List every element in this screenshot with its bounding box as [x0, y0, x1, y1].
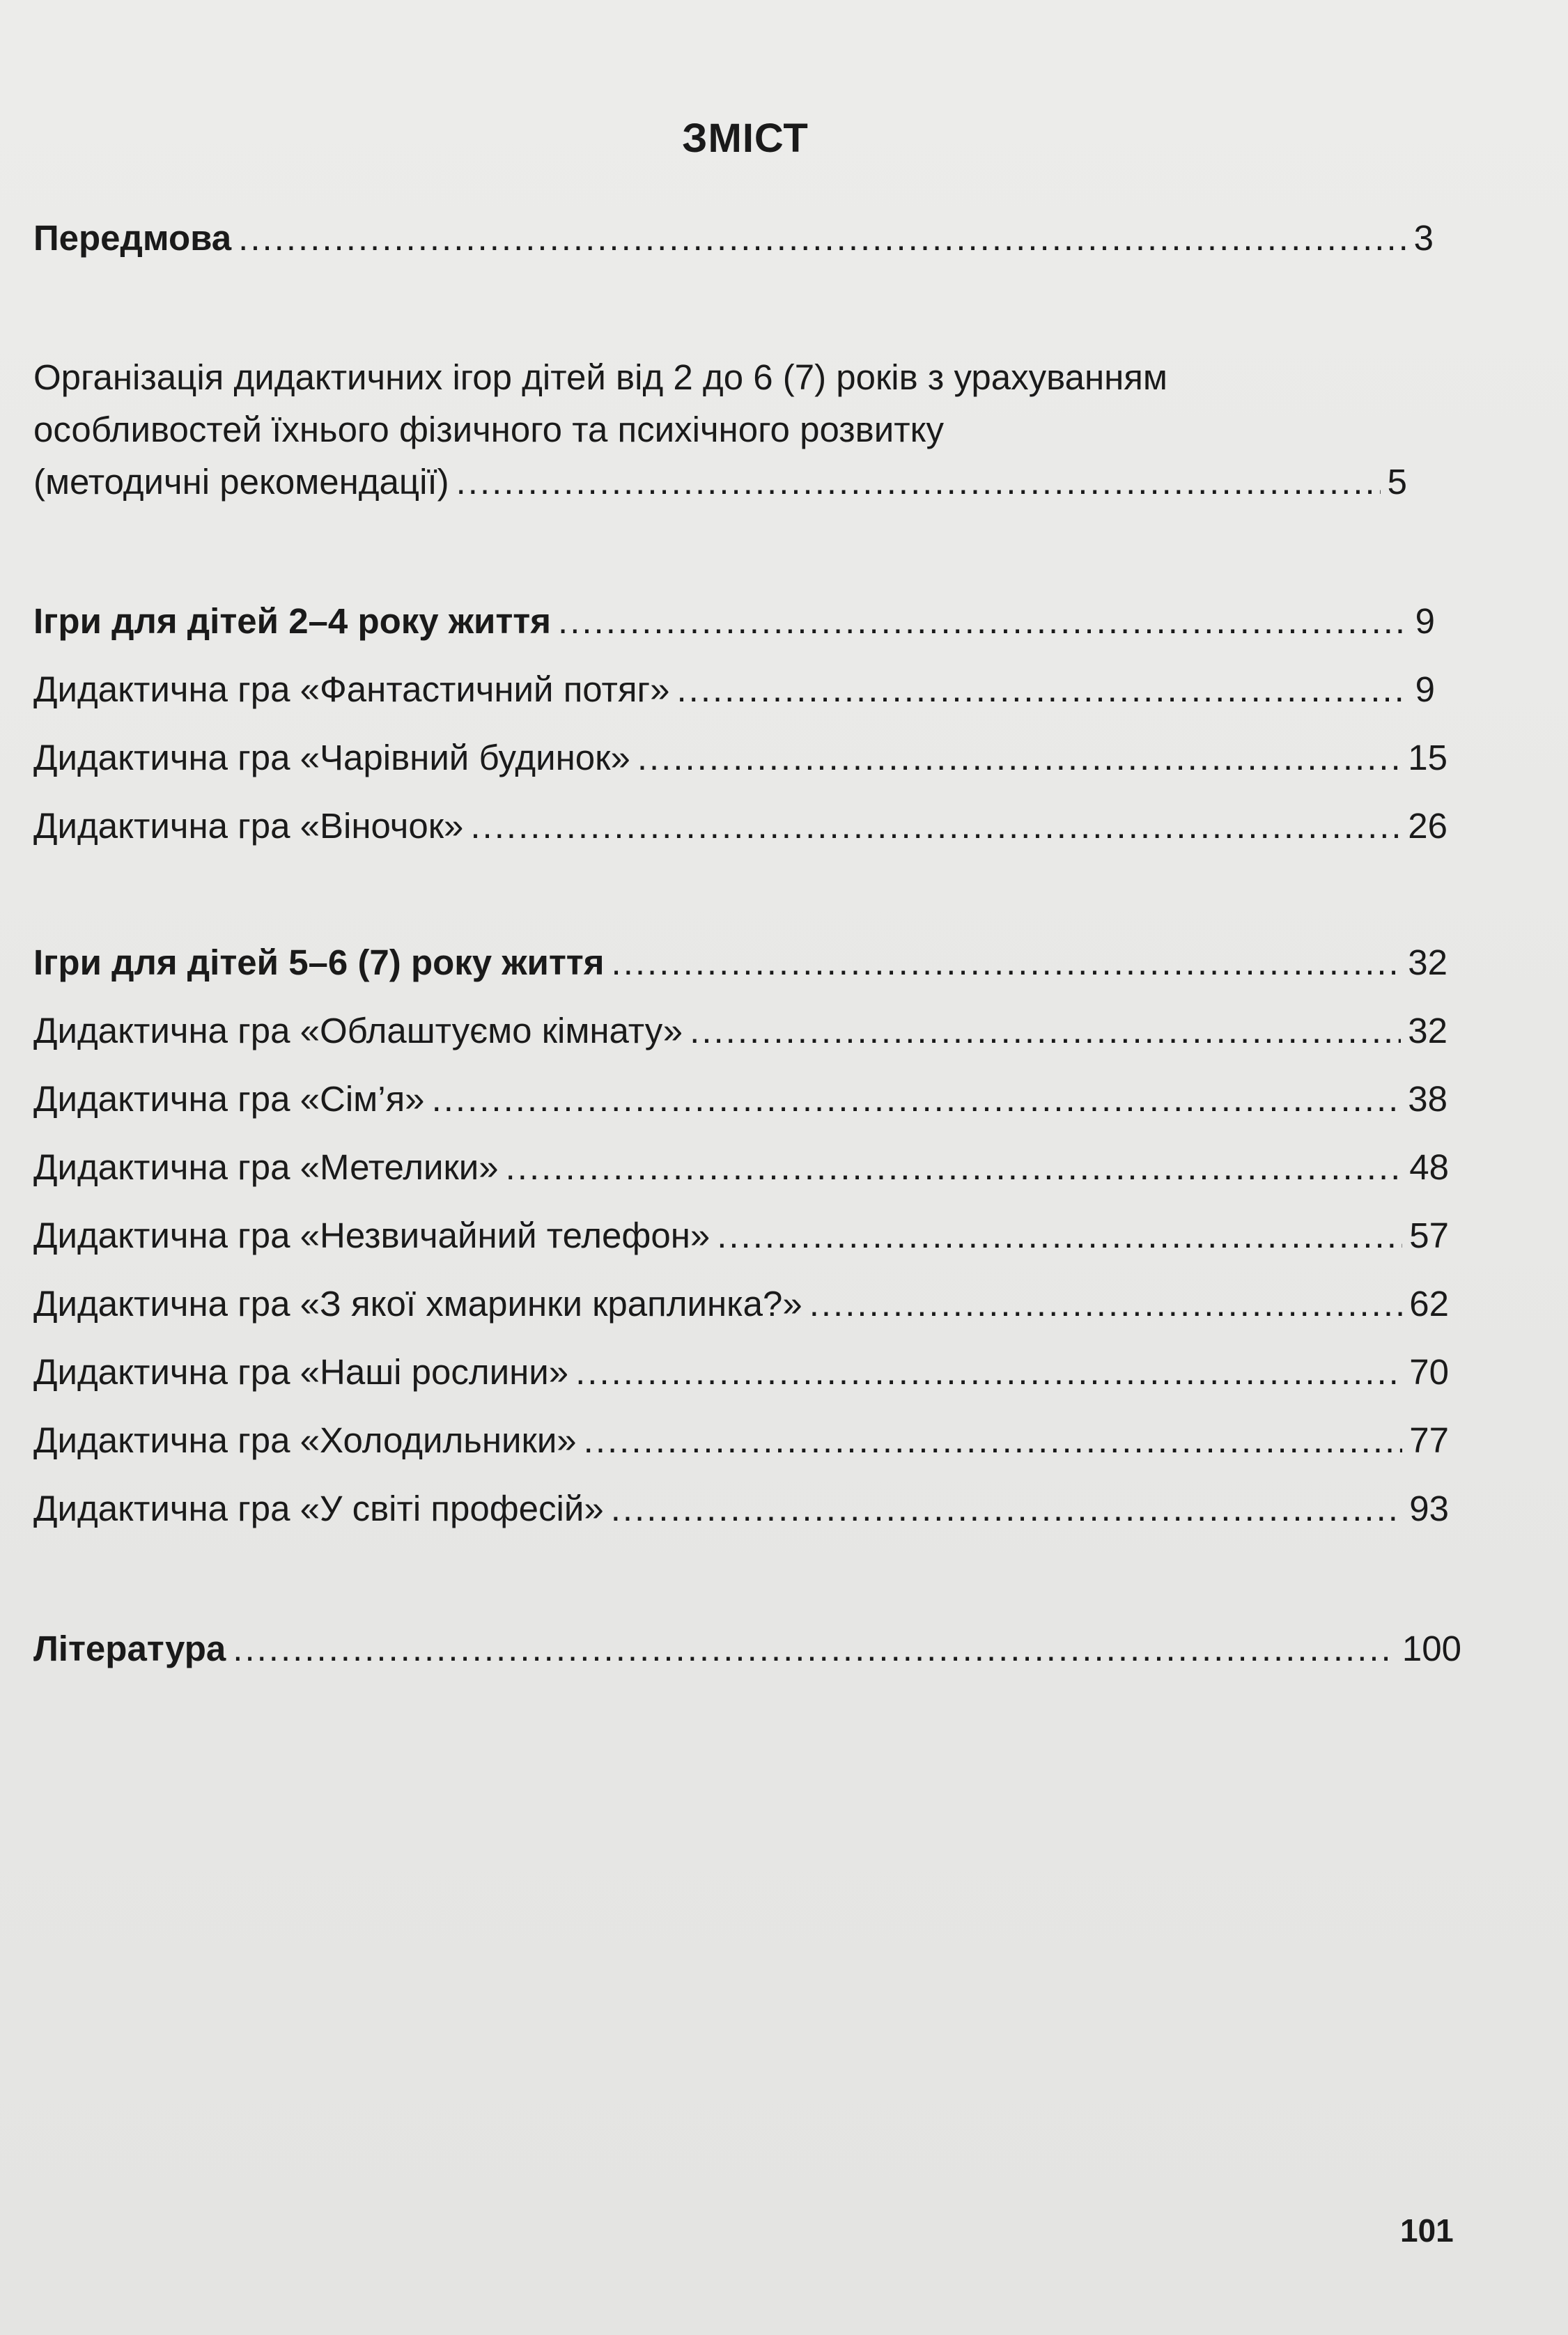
- toc-entry-page: 93: [1409, 1489, 1449, 1528]
- toc-entry-page: 26: [1408, 806, 1447, 846]
- toc-section-page: 32: [1408, 942, 1447, 982]
- toc-entry-page: 9: [1415, 669, 1435, 709]
- toc-section-label: Ігри для дітей 2–4 року життя: [33, 601, 552, 641]
- dot-leader: [717, 1215, 1402, 1257]
- toc-entry-page: 77: [1409, 1420, 1449, 1460]
- toc-entry-page: 3: [1413, 218, 1434, 258]
- toc-entry-page: 57: [1409, 1216, 1449, 1255]
- dot-leader: [558, 600, 1408, 642]
- toc-entry-page: 100: [1402, 1629, 1461, 1668]
- toc-entry-label: Дидактична гра «Холодильники»: [33, 1420, 577, 1460]
- dot-leader: [637, 737, 1401, 779]
- toc-entry-page: 32: [1408, 1011, 1447, 1050]
- toc-intro-line-1: Організація дидактичних ігор дітей від 2 до 6 (7) років з урахуванням: [33, 357, 1167, 397]
- toc-entry-literature[interactable]: [33, 1628, 1461, 1670]
- dot-leader: [809, 1283, 1403, 1325]
- toc-entry-label: Дидактична гра «Чарівний будинок»: [33, 738, 630, 777]
- toc-entry[interactable]: [33, 737, 1447, 779]
- toc-intro-line-2: особливостей їхнього фізичного та психічного розвитку: [33, 410, 944, 449]
- toc-entry-label: Література: [33, 1629, 226, 1668]
- dot-leader: [238, 217, 1406, 259]
- toc-entry-label: Передмова: [33, 218, 232, 258]
- toc-entry[interactable]: [33, 1488, 1449, 1530]
- dot-leader: [470, 805, 1401, 847]
- toc-entry-label: Дидактична гра «Віночок»: [33, 806, 464, 846]
- toc-entry[interactable]: [33, 1078, 1447, 1120]
- toc-entry-label: Дидактична гра «Облаштуємо кімнату»: [33, 1011, 683, 1050]
- toc-entry-intro[interactable]: [33, 461, 1407, 503]
- toc-section-label: Ігри для дітей 5–6 (7) року життя: [33, 942, 605, 982]
- dot-leader: [575, 1351, 1402, 1393]
- toc-entry-label: Дидактична гра «Фантастичний потяг»: [33, 669, 670, 709]
- toc-entry[interactable]: [33, 1283, 1449, 1325]
- dot-leader: [233, 1628, 1395, 1670]
- toc-section-1[interactable]: [33, 600, 1435, 642]
- toc-entry[interactable]: [33, 1010, 1447, 1052]
- toc-entry-page: 62: [1409, 1284, 1449, 1324]
- toc-entry-page: 15: [1408, 738, 1447, 777]
- toc-entry[interactable]: [33, 669, 1435, 711]
- toc-entry-label: Дидактична гра «Сім’я»: [33, 1079, 425, 1119]
- toc-entry[interactable]: [33, 1420, 1449, 1461]
- toc-entry-label: Дидактична гра «У світі професій»: [33, 1489, 604, 1528]
- page-title: ЗМІСТ: [682, 116, 809, 161]
- dot-leader: [506, 1147, 1403, 1188]
- toc-section-2[interactable]: [33, 942, 1447, 984]
- toc-entry-page: 48: [1409, 1147, 1449, 1187]
- dot-leader: [677, 669, 1408, 711]
- toc-entry-page: 70: [1409, 1352, 1449, 1392]
- dot-leader: [584, 1420, 1403, 1461]
- toc-entry-label: Дидактична гра «Метелики»: [33, 1147, 499, 1187]
- toc-entry[interactable]: [33, 1351, 1449, 1393]
- toc-entry[interactable]: [33, 1215, 1449, 1257]
- dot-leader: [432, 1078, 1402, 1120]
- page-number: 101: [1400, 2212, 1454, 2249]
- dot-leader: [456, 461, 1381, 503]
- toc-entry-page: 38: [1408, 1079, 1447, 1119]
- dot-leader: [690, 1010, 1401, 1052]
- toc-entry-page: 5: [1387, 462, 1407, 502]
- toc-entry-label: (методичні рекомендації): [33, 462, 449, 502]
- dot-leader: [611, 1488, 1403, 1530]
- dot-leader: [612, 942, 1402, 984]
- toc-entry-label: Дидактична гра «З якої хмаринки краплинка?»: [33, 1284, 802, 1324]
- toc-entry[interactable]: [33, 805, 1447, 847]
- toc-entry-label: Дидактична гра «Наші рослини»: [33, 1352, 569, 1392]
- toc-section-page: 9: [1415, 601, 1435, 641]
- toc-entry-preface[interactable]: [33, 217, 1434, 259]
- toc-entry-label: Дидактична гра «Незвичайний телефон»: [33, 1216, 711, 1255]
- toc-entry[interactable]: [33, 1147, 1449, 1188]
